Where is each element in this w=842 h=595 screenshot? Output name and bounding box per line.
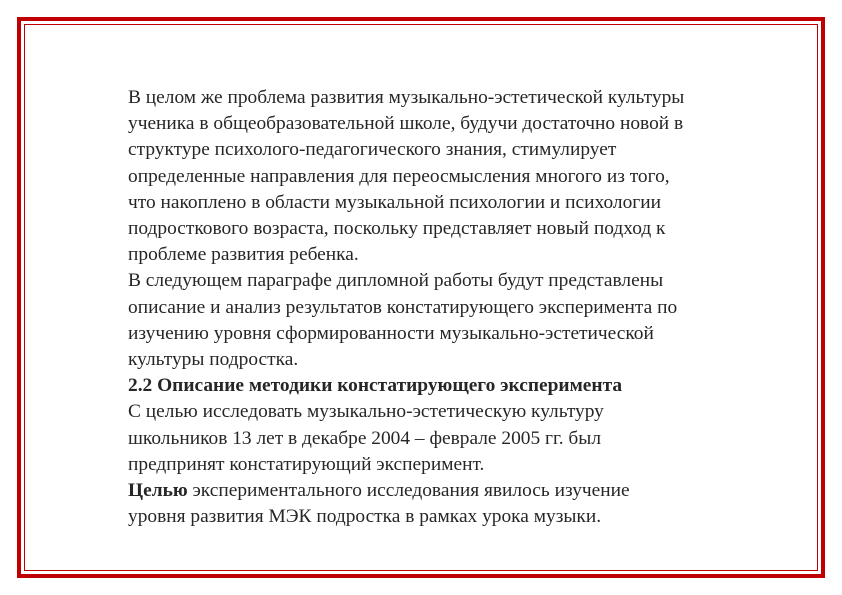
goal-bold-lead: Целью [128,480,188,502]
text-line: предпринят констатирующий эксперимент. [128,453,485,475]
text-line: что накоплено в области музыкальной психологии и психологии [128,191,661,213]
text-line: структуре психолого-педагогического знания, стимулирует [128,139,617,161]
text-line: В целом же проблема развития музыкально-эстетической культуры [128,87,685,108]
goal-line-rest: экспериментального исследования явилось изучение [187,480,630,502]
paragraph-purpose [128,399,768,478]
text-line: проблеме развития ребенка. [128,244,359,266]
paragraph-goal [128,478,768,530]
text-line: С целью исследовать музыкально-эстетическую культуру [128,401,604,423]
text-line: ученика в общеобразовательной школе, будучи достаточно новой в [128,113,684,135]
text-line: культуры подростка. [128,349,299,371]
text-line [128,478,768,504]
text-line: уровня развития МЭК подростка в рамках урока музыки. [128,506,602,528]
paragraph-next-section [128,268,768,373]
text-line: подросткового возраста, поскольку представляет новый подход к [128,218,666,240]
slide-text-body [128,85,768,530]
text-line: определенные направления для переосмысления многого из того, [128,165,670,187]
text-line: школьников 13 лет в декабре 2004 – феврале 2005 гг. был [128,427,601,449]
text-line: изучению уровня сформированности музыкально-эстетической [128,322,654,344]
text-line: описание и анализ результатов констатирующего эксперимента по [128,296,678,318]
text-line: В следующем параграфе дипломной работы будут представлены [128,270,664,292]
paragraph-problem [128,85,768,268]
section-heading: 2.2 Описание методики констатирующего эксперимента [128,375,623,397]
